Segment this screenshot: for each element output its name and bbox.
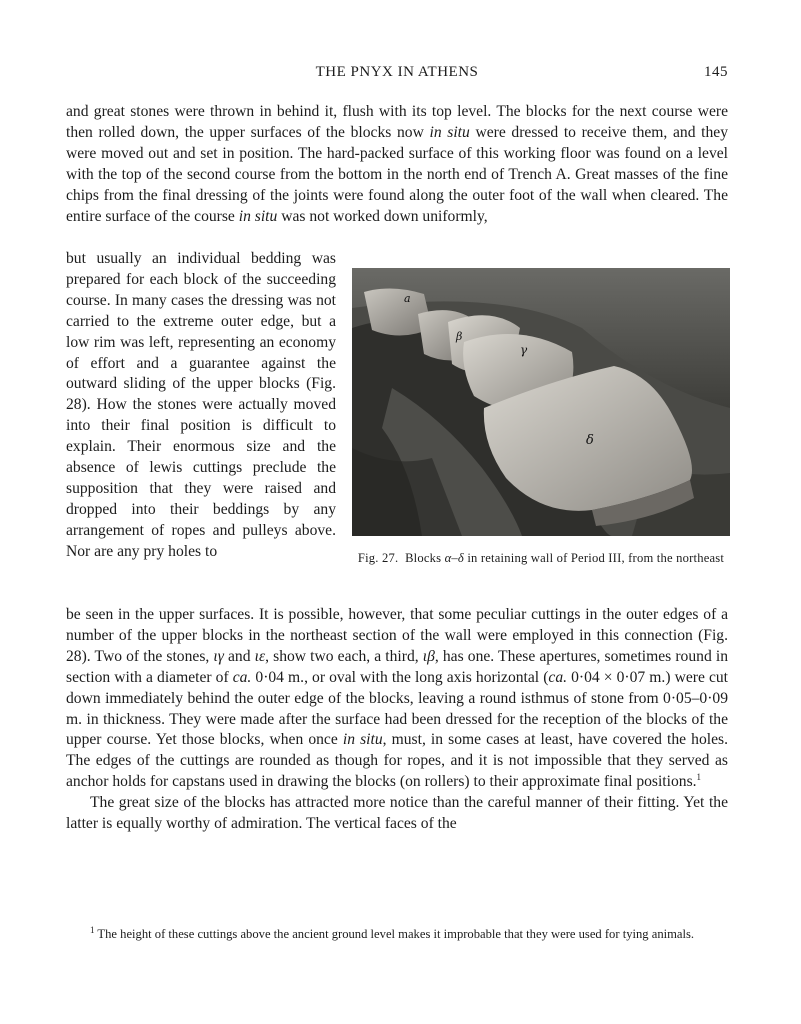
- text-run: , must, in some cases at least, have covered the holes. The edges of the cuttings are rounded as though for ropes, and it is not impossible that they served as anchor holds for capstans used in drawing the blocks (on rollers) to their approximate final positions.: [66, 731, 728, 791]
- text-run: , has one. These apertures, sometimes round in section with a diameter of: [66, 647, 728, 686]
- figure-27: [352, 268, 730, 536]
- paragraph-bottom: [66, 605, 728, 835]
- footnote-text: The height of these cuttings above the ancient ground level makes it improbable that they were used for tying animals.: [94, 927, 695, 941]
- text-run: 0·04 × 0·07 m.) were cut down immediately behind the outer edge of the blocks, leaving a round isthmus of stone from 0·05–0·09 m. in thickness. They were made after the surface had been dressed for the reception of the blocks of the upper course. Yet those blocks, when once: [66, 668, 728, 749]
- caption-italic: α–δ: [444, 551, 464, 565]
- text-run: and: [223, 647, 255, 665]
- italic-term: in situ: [238, 207, 278, 225]
- text-run: be seen in the upper surfaces. It is possible, however, that some peculiar cuttings in the outer edges of a number of the upper blocks in the northeast section of the wall were employed in this connection (Fig. 28). Two of the stones,: [66, 606, 728, 665]
- paragraph-wrapped-left-column: [66, 249, 336, 563]
- figure-caption: [350, 550, 732, 566]
- block-label-beta: β: [456, 330, 463, 343]
- footnote-reference[interactable]: 1: [696, 772, 702, 783]
- figure-photograph: [352, 268, 730, 536]
- paragraph-two: The great size of the blocks has attracted more notice than the careful manner of their fitting. Yet the latter is equally worthy of admiration. The vertical faces of the: [66, 794, 728, 833]
- text-run: and great stones were thrown in behind it, flush with its top level. The blocks for the next course were then rolled down, the upper surfaces of the blocks now: [66, 103, 728, 141]
- caption-text: Blocks: [405, 551, 445, 565]
- text-run: but usually an individual bedding was prepared for each block of the succeeding course. In many cases the dressing was not carried to the extreme outer edge, but a low rim was left, representing an economy of effort and a guarantee against the outward sliding of the upper blocks (Fig. 28). How the stones were actually moved into their final position is difficult to explain. Their enormous size and the absence of lewis cuttings preclude the supposition that they were raised and dropped into their beddings by any arrangement of ropes and pulleys above. Nor are any pry holes to: [66, 250, 336, 560]
- caption-text: in retaining wall of Period III, from the northeast: [463, 551, 725, 565]
- running-head: [66, 64, 728, 88]
- block-label-delta: δ: [586, 433, 594, 448]
- italic-term: ca.: [548, 668, 568, 686]
- italic-term: ca.: [232, 668, 252, 686]
- paragraph-top: [66, 102, 728, 227]
- page-number: 145: [704, 64, 728, 80]
- text-run: , show two each, a third,: [265, 647, 423, 665]
- text-run: 0·04 m., or oval with the long axis horizontal (: [251, 668, 549, 686]
- block-label-gamma: γ: [520, 343, 528, 357]
- italic-term: ιε: [254, 647, 266, 665]
- italic-term: ιβ: [422, 647, 435, 665]
- italic-term: ιγ: [213, 647, 224, 665]
- running-title: THE PNYX IN ATHENS: [315, 64, 479, 80]
- block-label-alpha: a: [404, 292, 411, 305]
- text-run: was not worked down uniformly,: [277, 207, 488, 225]
- caption-label: Fig. 27.: [357, 551, 399, 565]
- italic-term: in situ: [429, 123, 470, 141]
- italic-term: in situ: [342, 731, 383, 749]
- footnote-marker: 1: [90, 924, 95, 935]
- footnote: [66, 926, 728, 943]
- text-run: were dressed to receive them, and they were moved out and set in position. The hard-packed surface of this working floor was found on a level with the top of the second course from the bottom in the north end of Trench A. Great masses of the fine chips from the final dressing of the joints were found along the outer foot of the wall when cleared. The entire surface of the course: [66, 123, 728, 225]
